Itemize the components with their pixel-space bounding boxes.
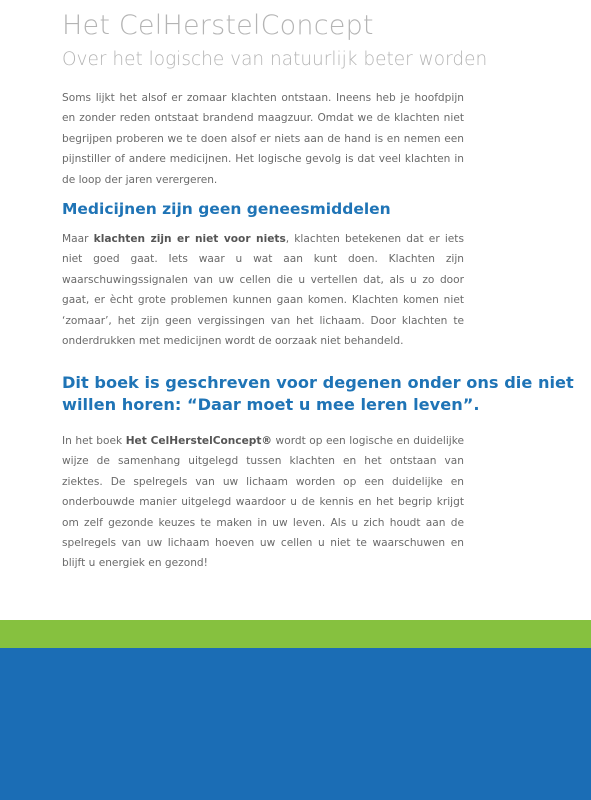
page-subtitle: Over het logische van natuurlijk beter worden	[62, 49, 488, 70]
book-title-emphasis: Het CelHerstelConcept®	[125, 435, 273, 447]
pull-quote-line-1: Dit boek is geschreven voor degenen onder ons die niet	[62, 373, 574, 392]
page-title: Het CelHerstelConcept	[62, 10, 374, 41]
pull-quote-line-2: willen horen: “Daar moet u mee leren leven”.	[62, 395, 480, 414]
book-text-start: In het boek	[62, 435, 126, 447]
section-paragraph	[62, 229, 464, 351]
section-heading: Medicijnen zijn geen geneesmiddelen	[62, 200, 391, 218]
section-text-rest: , klachten betekenen dat er iets niet goed gaat. Iets waar u wat aan kunt doen. Klachten zijn waarschuwingssignalen van uw cellen die u vertellen dat, als u zo door gaat, er ècht grote problemen kunnen gaan komen. Klachten komen niet ‘zomaar’, het zijn geen vergissingen van het lichaam. Door klachten te onderdrukken met medicijnen wordt de oorzaak niet behandeld.	[62, 233, 464, 348]
intro-paragraph: Soms lijkt het alsof er zomaar klachten ontstaan. Ineens heb je hoofdpijn en zonder reden ontstaat brandend maagzuur. Omdat we de klachten niet begrijpen proberen we te doen alsof er niets aan de hand is en nemen een pijnstiller of andere medicijnen. Het logische gevolg is dat veel klachten in de loop der jaren verergeren.	[62, 92, 464, 186]
section-text-start: Maar	[62, 233, 94, 245]
pull-quote	[62, 372, 574, 416]
book-text-rest: wordt op een logische en duidelijke wijze de samenhang uitgelegd tussen klachten en het ontstaan van ziektes. De spelregels van uw lichaam worden op een duidelijke en onderbouwde manier uitgelegd waardoor u de kennis en het begrip krijgt om zelf gezonde keuzes te maken in uw leven. Als u zich houdt aan de spelregels van uw lichaam hoeven uw cellen u niet te waarschuwen en blijft u energiek en gezond!	[62, 435, 465, 570]
blue-footer-band	[0, 648, 591, 800]
green-footer-band	[0, 620, 591, 648]
section-text-emphasis: klachten zijn er niet voor niets	[93, 233, 286, 245]
book-paragraph	[62, 431, 464, 574]
